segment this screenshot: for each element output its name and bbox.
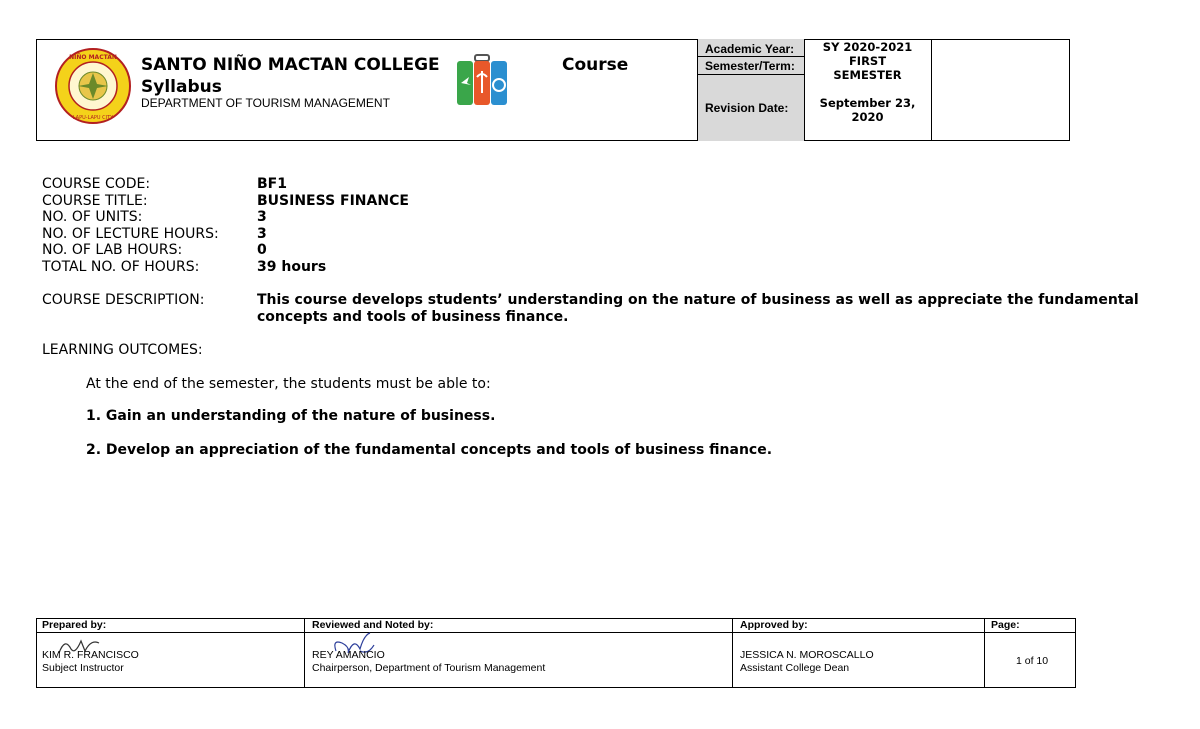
lab-hours-label: NO. OF LAB HOURS: xyxy=(42,242,183,258)
units-label: NO. OF UNITS: xyxy=(42,209,143,225)
total-hours-label: TOTAL NO. OF HOURS: xyxy=(42,259,200,275)
college-name: SANTO NIÑO MACTAN COLLEGE xyxy=(141,55,440,75)
divider xyxy=(804,39,805,141)
prepared-by-label: Prepared by: xyxy=(42,619,107,631)
units-value: 3 xyxy=(257,209,267,225)
reviewed-by-name: REY AMANCIO xyxy=(312,649,385,661)
divider xyxy=(984,618,985,688)
course-description-text: This course develops students’ understanding on the nature of business as well as appreciate the fundamental concepts and tools of business finance. xyxy=(257,292,1139,325)
page-label: Page: xyxy=(991,619,1020,631)
learning-outcomes-label: LEARNING OUTCOMES: xyxy=(42,342,203,358)
reviewed-by-role: Chairperson, Department of Tourism Management xyxy=(312,662,546,674)
divider xyxy=(697,56,804,57)
svg-text:LAPU-LAPU CITY: LAPU-LAPU CITY xyxy=(72,115,114,121)
signature-footer-box xyxy=(36,618,1076,688)
tourism-luggage-icon xyxy=(455,53,509,107)
semester-label: Semester/Term: xyxy=(705,59,795,73)
course-code-label: COURSE CODE: xyxy=(42,176,151,192)
divider xyxy=(36,632,1076,633)
college-seal-logo xyxy=(54,47,132,125)
prepared-by-role: Subject Instructor xyxy=(42,662,124,674)
lecture-hours-value: 3 xyxy=(257,226,267,242)
learning-outcome-item: 1. Gain an understanding of the nature of business. xyxy=(86,408,496,424)
semester-value-line2: SEMESTER xyxy=(833,68,902,82)
approved-by-name: JESSICA N. MOROSCALLO xyxy=(740,649,874,661)
academic-year-value: SY 2020-2021 xyxy=(822,40,913,54)
approved-by-label: Approved by: xyxy=(740,619,808,631)
lecture-hours-label: NO. OF LECTURE HOURS: xyxy=(42,226,219,242)
revision-date-value-line2: 2020 xyxy=(851,110,884,124)
department-name: DEPARTMENT OF TOURISM MANAGEMENT xyxy=(141,96,390,110)
semester-value-line1: FIRST xyxy=(848,54,887,68)
divider xyxy=(931,39,932,141)
divider xyxy=(697,74,804,75)
divider xyxy=(697,39,698,141)
revision-date-value-line1: September 23, xyxy=(819,96,916,110)
reviewed-by-label: Reviewed and Noted by: xyxy=(312,619,434,631)
lab-hours-value: 0 xyxy=(257,242,267,258)
course-title-label: COURSE TITLE: xyxy=(42,193,148,209)
course-description-label: COURSE DESCRIPTION: xyxy=(42,292,205,308)
svg-text:NIÑO MACTAN: NIÑO MACTAN xyxy=(69,54,117,61)
learning-outcome-item: 2. Develop an appreciation of the fundamental concepts and tools of business finance. xyxy=(86,442,773,458)
course-title-value: BUSINESS FINANCE xyxy=(257,193,409,209)
course-label: Course xyxy=(562,55,629,75)
divider xyxy=(732,618,733,688)
revision-date-label: Revision Date: xyxy=(705,101,789,115)
course-code-value: BF1 xyxy=(257,176,287,192)
divider xyxy=(304,618,305,688)
prepared-by-name: KIM R. FRANCISCO xyxy=(42,649,139,661)
approved-by-role: Assistant College Dean xyxy=(740,662,850,674)
academic-year-label: Academic Year: xyxy=(705,42,795,56)
syllabus-subtitle: Syllabus xyxy=(141,77,222,97)
total-hours-value: 39 hours xyxy=(257,259,327,275)
page-number: 1 of 10 xyxy=(1016,655,1049,667)
learning-outcomes-intro: At the end of the semester, the students must be able to: xyxy=(86,376,491,392)
